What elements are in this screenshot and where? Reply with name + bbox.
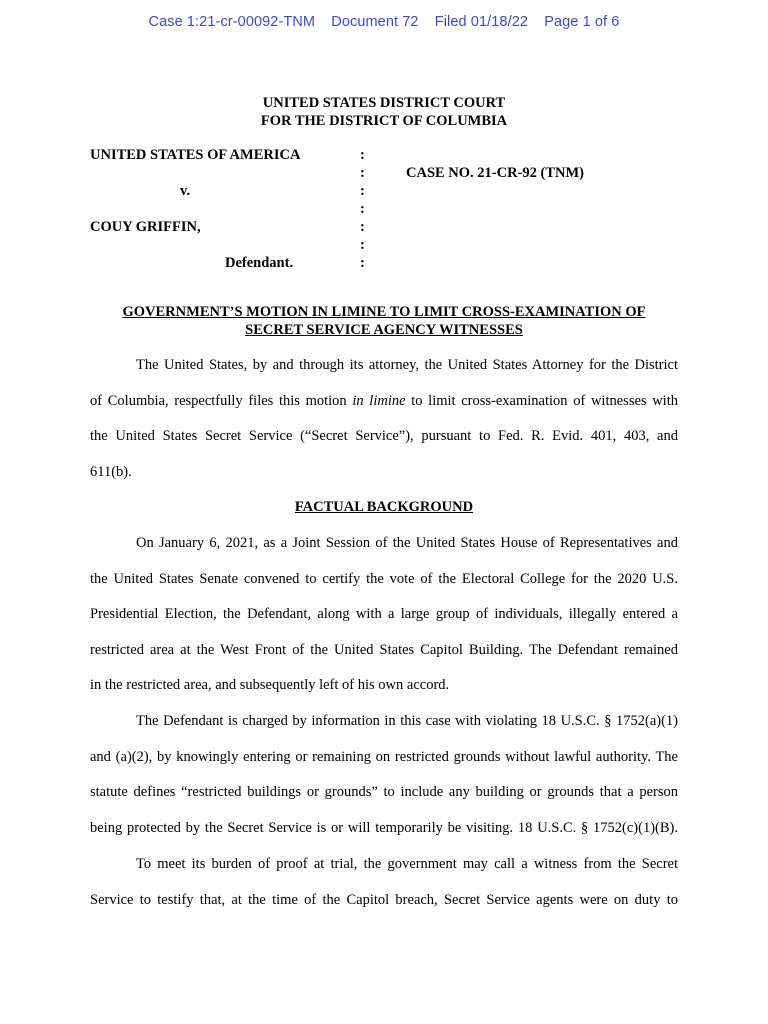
caption-colon: :: [360, 219, 365, 235]
page-number-stamp: Page 1 of 6: [544, 14, 620, 30]
caption-colon: :: [360, 237, 365, 253]
defendant-name: COUY GRIFFIN,: [90, 219, 201, 235]
court-heading: [0, 94, 768, 130]
caption-colon: :: [360, 165, 365, 181]
text-line: in the restricted area, and subsequently left of his own accord.: [90, 677, 450, 694]
text-line: statute defines “restricted buildings or grounds” to include any building or grounds that a person: [90, 784, 678, 801]
motion-title-line: SECRET SERVICE AGENCY WITNESSES: [245, 322, 523, 338]
text-line: the United States Secret Service (“Secret Service”), pursuant to Fed. R. Evid. 401, 403, and: [90, 428, 678, 445]
text-span: to limit cross-examination of witnesses with: [405, 392, 678, 409]
caption-colon: :: [360, 183, 365, 199]
plaintiff-row: [90, 146, 300, 164]
document-number-stamp: Document 72: [331, 14, 419, 30]
caption-colon: :: [360, 147, 365, 163]
factual-paragraph-1: [90, 526, 678, 704]
text-line: The United States, by and through its attorney, the United States Attorney for the District: [136, 357, 678, 373]
italic-term: in limine: [352, 392, 406, 409]
case-number-label: CASE NO. 21-CR-92 (TNM): [406, 165, 585, 181]
motion-title-line: GOVERNMENT’S MOTION IN LIMINE TO LIMIT CROSS-EXAMINATION OF: [122, 304, 646, 320]
defendant-label: Defendant.: [225, 255, 294, 271]
ecf-header: [0, 14, 768, 30]
text-line: 611(b).: [90, 463, 132, 480]
filed-date-stamp: Filed 01/18/22: [434, 14, 529, 30]
factual-paragraph-3: [90, 847, 678, 918]
caption-colon: :: [360, 255, 365, 271]
text-line: restricted area at the West Front of the United States Capitol Building. The Defendant remained: [90, 641, 678, 658]
court-name: UNITED STATES DISTRICT COURT: [262, 95, 506, 111]
caption-colon: :: [360, 201, 365, 217]
factual-paragraph-2: [90, 704, 678, 846]
text-span: of Columbia, respectfully files this motion: [90, 392, 353, 409]
plaintiff-name: UNITED STATES OF AMERICA: [90, 147, 301, 163]
text-line: On January 6, 2021, as a Joint Session of the United States House of Representatives and: [136, 535, 678, 551]
intro-paragraph: [90, 348, 678, 490]
text-line: The Defendant is charged by information in this case with violating 18 U.S.C. § 1752(a)(1): [136, 713, 678, 729]
text-line: [90, 384, 678, 420]
versus-label: v.: [180, 183, 191, 199]
text-line: Service to testify that, at the time of the Capitol breach, Secret Service agents were on duty to: [90, 891, 678, 908]
text-line: Presidential Election, the Defendant, along with a large group of individuals, illegally entered a: [90, 606, 678, 623]
court-district: FOR THE DISTRICT OF COLUMBIA: [260, 113, 508, 129]
text-line: To meet its burden of proof at trial, the government may call a witness from the Secret: [136, 856, 678, 872]
text-line: and (a)(2), by knowingly entering or remaining on restricted grounds without lawful authority. The: [90, 748, 678, 765]
text-line: the United States Senate convened to certify the vote of the Electoral College for the 2020 U.S.: [90, 570, 678, 587]
text-line: being protected by the Secret Service is or will temporarily be visiting. 18 U.S.C. § 1752(c)(1)(B).: [90, 819, 678, 836]
case-number-stamp: Case 1:21-cr-00092-TNM: [148, 14, 316, 30]
motion-title: [90, 303, 678, 339]
section-heading: FACTUAL BACKGROUND: [294, 499, 474, 515]
